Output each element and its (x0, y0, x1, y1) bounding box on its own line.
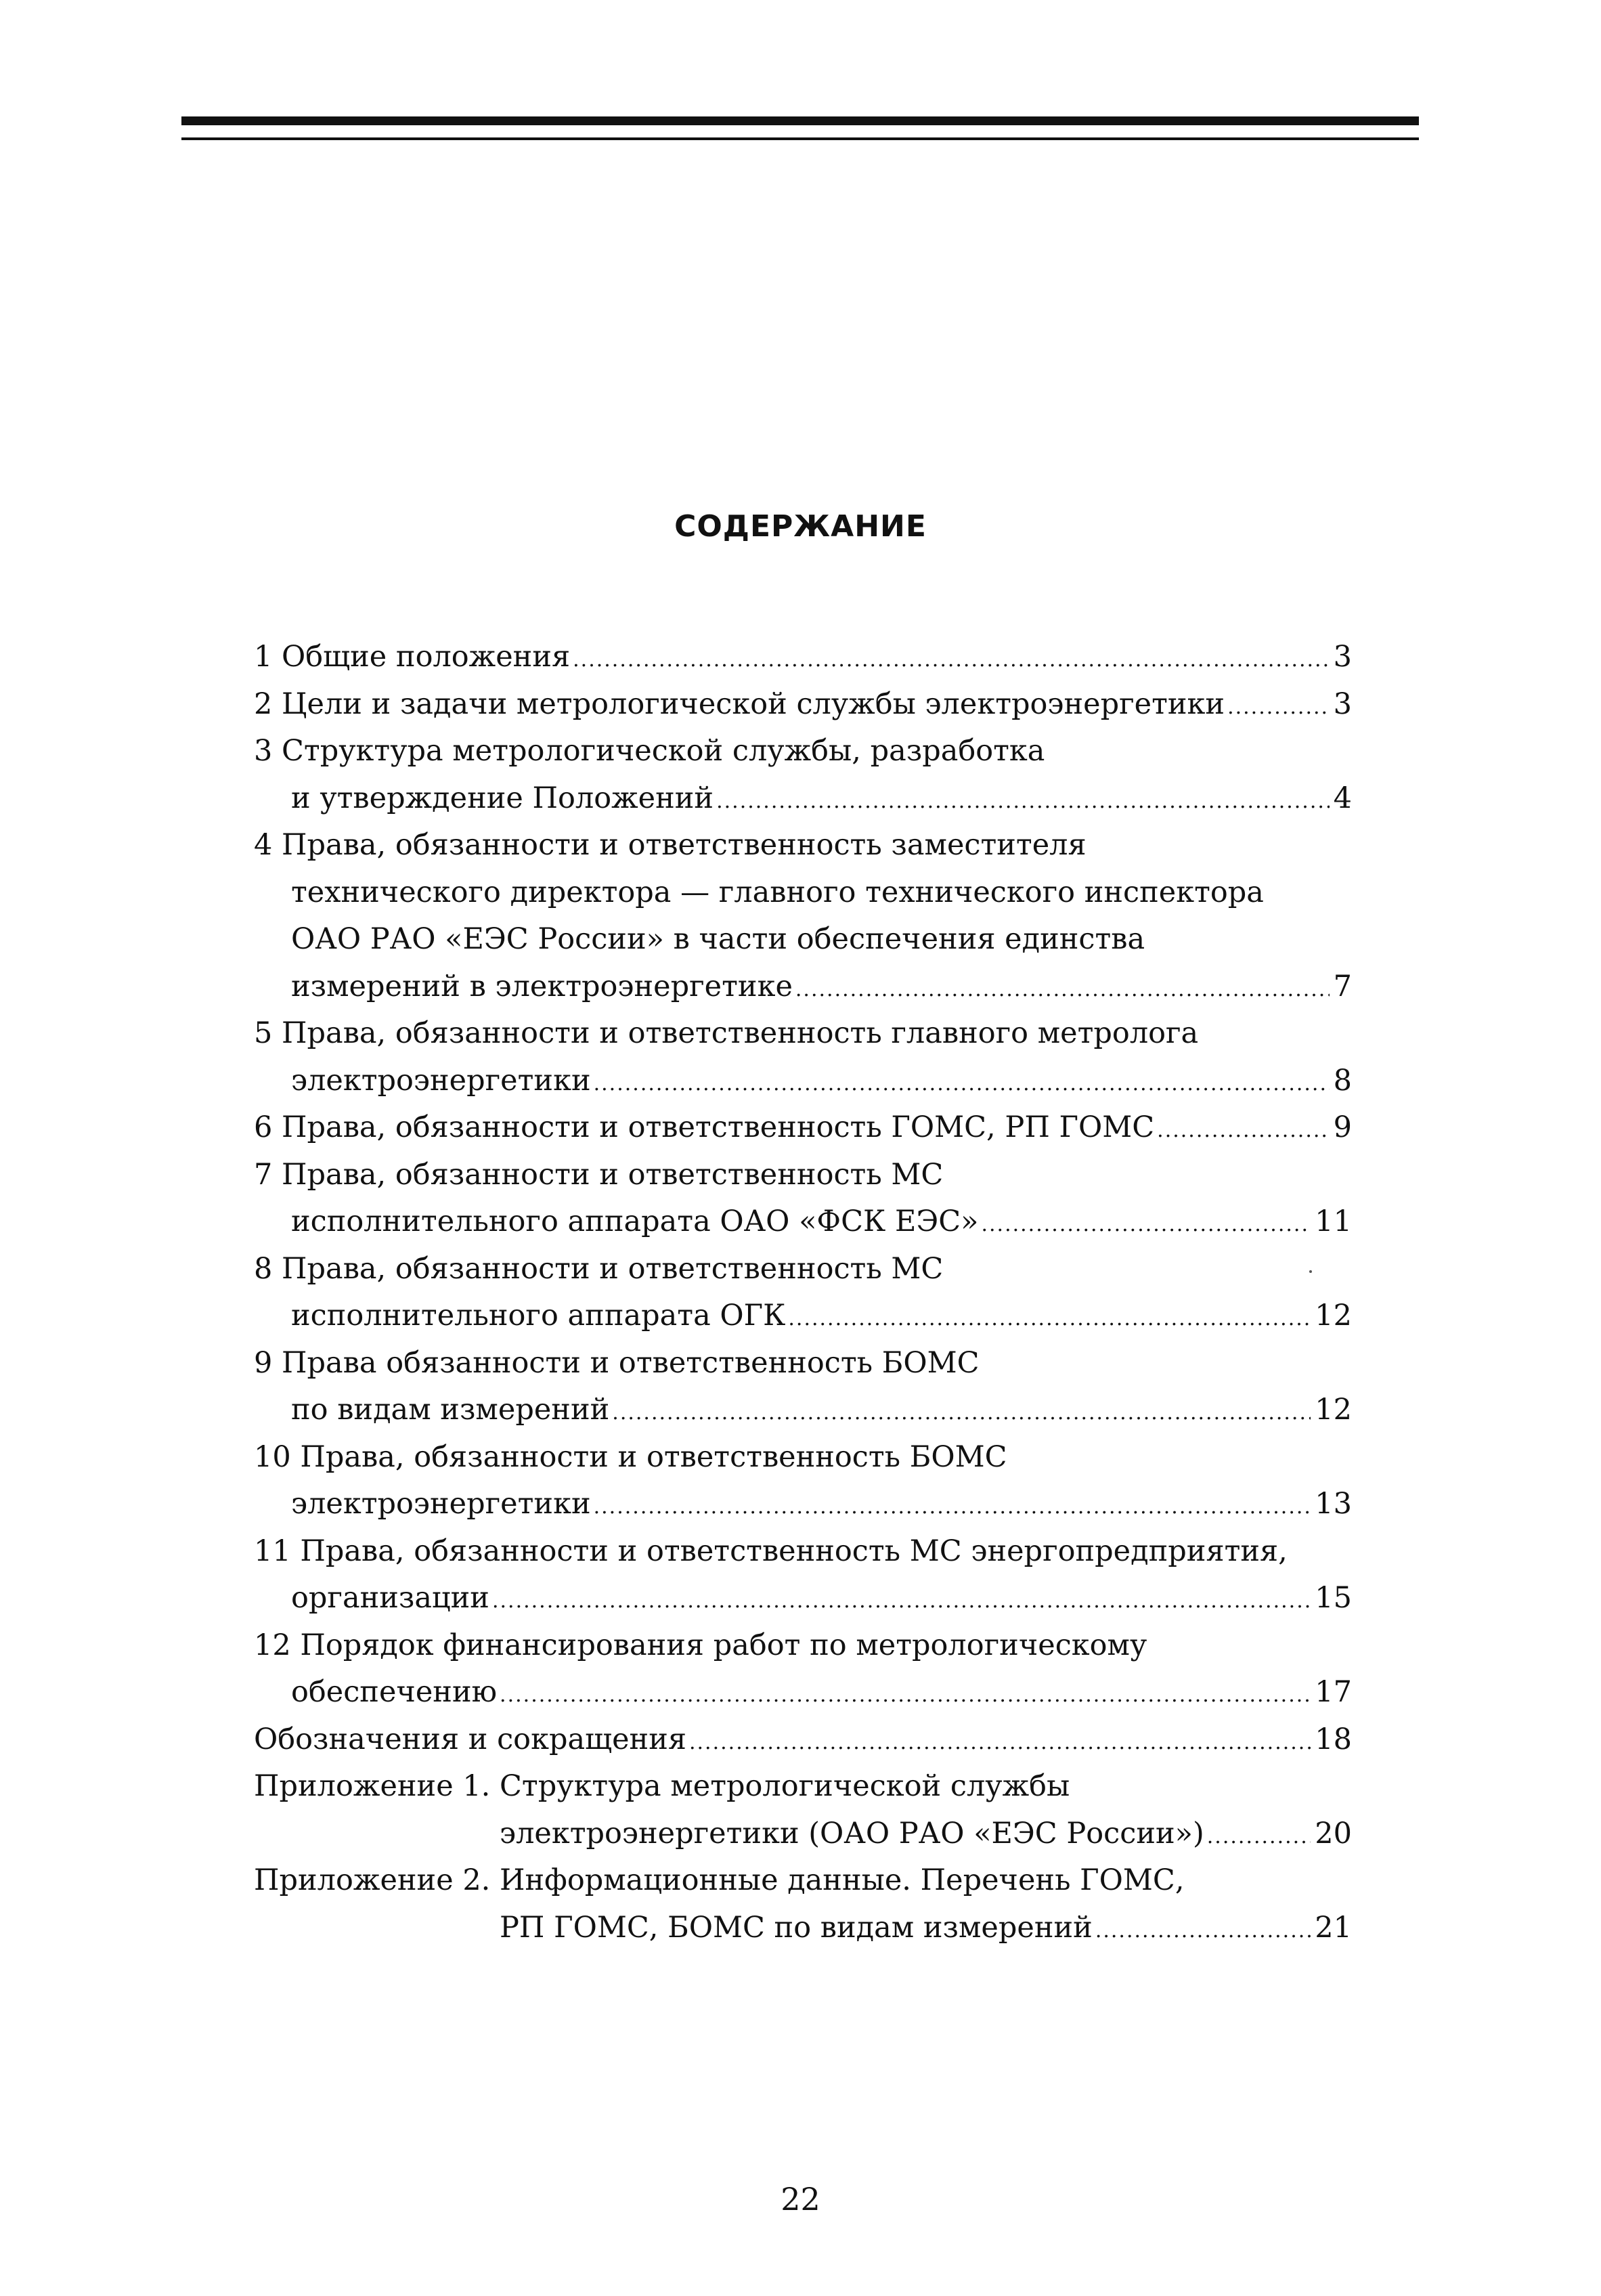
toc-page-number: 18 (1315, 1722, 1352, 1756)
toc-entry-title: ОАО РАО «ЕЭС России» в части обеспечения единства (291, 922, 1145, 956)
toc-entry-title: технического директора — главного технического инспектора (291, 875, 1264, 909)
toc-entry-line-continued (254, 1764, 1352, 1808)
toc-dot-leader (1207, 1815, 1311, 1859)
toc-page-number: 21 (1315, 1910, 1352, 1945)
toc-entry-line (254, 1812, 1352, 1855)
toc-dot-leader (788, 1297, 1311, 1341)
toc-page-number: 3 (1333, 640, 1352, 674)
toc-entry-line-continued (254, 1341, 1352, 1385)
toc-dot-leader (500, 1674, 1311, 1717)
toc-page-number: 4 (1333, 781, 1352, 815)
toc-dot-leader (1095, 1909, 1311, 1953)
toc-entry-title: обеспечению (291, 1675, 498, 1709)
toc-entry-line (254, 1670, 1352, 1714)
toc-entry-line (254, 1906, 1352, 1949)
toc-entry-title: РП ГОМС, БОМС по видам измерений (500, 1910, 1093, 1945)
toc-entry-line-continued (254, 871, 1352, 914)
toc-page-number: 11 (1315, 1205, 1352, 1238)
toc-entry-title: 12 Порядок финансирования работ по метрологическому (254, 1628, 1147, 1662)
toc-entry-title: исполнительного аппарата ОАО «ФСК ЕЭС» (291, 1205, 979, 1238)
toc-entry-title: по видам измерений (291, 1393, 610, 1427)
toc-entry-title: измерений в электроэнергетике (291, 969, 793, 1003)
toc-entry-line-continued (254, 1435, 1352, 1479)
toc-entry-title: Приложение 1. Структура метрологической службы (254, 1769, 1070, 1803)
toc-entry-title: организации (291, 1581, 489, 1615)
header-rule-thin (181, 137, 1419, 140)
toc-page-number: 8 (1333, 1063, 1352, 1098)
toc-entry-title: 4 Права, обязанности и ответственность заместителя (254, 828, 1087, 862)
toc-entry-line (254, 965, 1352, 1008)
toc-entry-line-continued (254, 917, 1352, 961)
toc-entry-line (254, 1482, 1352, 1525)
toc-entry-title: электроэнергетики (291, 1063, 591, 1098)
scan-speck (1309, 1270, 1312, 1273)
toc-page-number: 3 (1333, 687, 1352, 721)
toc-entry-title: 7 Права, обязанности и ответственность МС (254, 1157, 944, 1192)
page-title: СОДЕРЖАНИЕ (674, 509, 927, 544)
toc-entry-title: электроэнергетики (291, 1487, 591, 1521)
toc-page-number: 7 (1333, 969, 1352, 1003)
toc-entry-line (254, 635, 1352, 678)
toc-entry-title: 10 Права, обязанности и ответственность БОМС (254, 1439, 1007, 1474)
toc-dot-leader (492, 1580, 1311, 1623)
toc-page-number: 13 (1315, 1487, 1352, 1521)
toc-entry-title: 1 Общие положения (254, 640, 571, 674)
toc-entry-title: 11 Права, обязанности и ответственность МС энергопредприятия, (254, 1534, 1288, 1568)
toc-dot-leader (594, 1486, 1311, 1529)
toc-entry-title: исполнительного аппарата ОГК (291, 1299, 786, 1333)
toc-entry-title: 3 Структура метрологической службы, разработка (254, 734, 1045, 768)
toc-entry-title: 8 Права, обязанности и ответственность МС (254, 1251, 944, 1286)
toc-entry-title: 5 Права, обязанности и ответственность главного метролога (254, 1016, 1199, 1050)
toc-dot-leader (689, 1721, 1311, 1764)
toc-page-number: 17 (1315, 1675, 1352, 1709)
toc-dot-leader (795, 968, 1330, 1012)
toc-entry-line-continued (254, 1153, 1352, 1196)
toc-dot-leader (1157, 1109, 1329, 1152)
toc-entry-title: 9 Права обязанности и ответственность БОМС (254, 1345, 980, 1380)
toc-entry-line (254, 1059, 1352, 1102)
toc-entry-line-continued (254, 729, 1352, 773)
toc-dot-leader (573, 638, 1330, 682)
toc-page-number: 20 (1315, 1816, 1352, 1850)
page-number: 22 (781, 2181, 820, 2217)
toc-entry-title: Приложение 2. Информационные данные. Перечень ГОМС, (254, 1863, 1185, 1897)
toc-entry-line-continued (254, 1624, 1352, 1667)
toc-dot-leader (716, 780, 1330, 823)
toc-dot-leader (594, 1062, 1330, 1106)
toc-entry-line-continued (254, 1859, 1352, 1902)
toc-entry-line-continued (254, 1012, 1352, 1055)
toc-entry-title: Обозначения и сокращения (254, 1722, 686, 1756)
toc-dot-leader (981, 1203, 1311, 1247)
header-rule-thick (181, 116, 1419, 125)
toc-entry-line (254, 777, 1352, 820)
toc-entry-title: 2 Цели и задачи метрологической службы электроэнергетики (254, 687, 1225, 721)
toc-page-number: 9 (1333, 1110, 1352, 1144)
toc-entry-title: и утверждение Положений (291, 781, 714, 815)
toc-page-number: 12 (1315, 1393, 1352, 1427)
toc-dot-leader (612, 1391, 1311, 1435)
toc-entry-line-continued (254, 823, 1352, 867)
toc-entry-line (254, 1718, 1352, 1761)
toc-entry-line (254, 1576, 1352, 1620)
toc-entry-title: электроэнергетики (ОАО РАО «ЕЭС России») (500, 1816, 1204, 1850)
toc-entry-line (254, 1388, 1352, 1431)
toc-entry-line-continued (254, 1247, 1352, 1291)
toc-entry-line (254, 683, 1352, 726)
toc-entry-title: 6 Права, обязанности и ответственность ГОМС, РП ГОМС (254, 1110, 1155, 1144)
toc-page-number: 15 (1315, 1581, 1352, 1615)
toc-entry-line-continued (254, 1530, 1352, 1573)
toc-dot-leader (1227, 686, 1330, 729)
toc-entry-line (254, 1200, 1352, 1243)
toc-page-number: 12 (1315, 1299, 1352, 1333)
toc-entry-line (254, 1106, 1352, 1149)
toc-entry-line (254, 1294, 1352, 1337)
